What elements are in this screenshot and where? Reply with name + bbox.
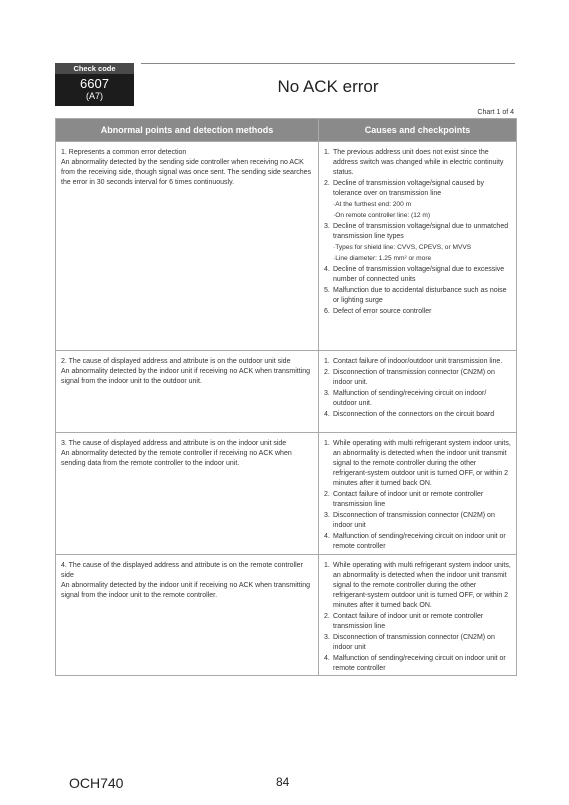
cause-number: 4. [324,533,330,540]
table-row [56,555,517,676]
cause-main-text: Disconnection of transmission connector (CN2M) on indoor unit [333,512,495,529]
cause-text [333,561,511,611]
cause-item [324,357,511,367]
cause-text [333,368,511,388]
cause-text [333,654,511,674]
cause-item [324,561,511,611]
cause-item [324,389,511,409]
cause-text [333,633,511,653]
cause-text [333,179,511,199]
check-code-label: Check code [55,63,134,74]
cause-text [333,511,511,531]
abnormal-point-cell [56,351,319,433]
cause-number: 2. [324,180,330,187]
abnormal-point-cell [56,555,319,676]
causes-cell [319,351,517,433]
cause-sub-item: ·At the furthest end: 200 m [333,201,412,208]
page-title: No ACK error [277,77,379,96]
cause-number: 2. [324,491,330,498]
abnormal-point-description: An abnormality detected by the sending side controller when receiving no ACK from the receiving side, though signal was once sent. The sending side searches the error in 30 seconds interval for 6 times continuously. [61,159,312,186]
cause-item [324,179,511,199]
cause-main-text: Decline of transmission voltage/signal due to unmatched transmission line types [333,223,509,240]
cause-text [333,410,511,420]
abnormal-point-heading: 2. The cause of displayed address and attribute is on the outdoor unit side [61,358,291,365]
cause-sub-item: ·Types for shield line: CVVS, CPEVS, or MVVS [333,244,472,251]
cause-main-text: Contact failure of indoor/outdoor unit transmission line. [333,358,503,365]
cause-text [333,265,511,285]
cause-item [324,633,511,653]
cause-main-text: While operating with multi refrigerant system indoor units, an abnormality is detected when the indoor unit transmit signal to the remote controller during the other refrigerant-system outdoor unit is turned OFF, or within 2 minutes after it turned back ON. [333,562,511,609]
cause-text [333,490,511,510]
cause-main-text: Malfunction of sending/receiving circuit on indoor unit or remote controller [333,655,506,672]
cause-text [333,307,511,317]
check-code-number: 6607 [80,76,109,91]
cause-main-text: The previous address unit does not exist since the address switch was changed while in electric continuity status. [333,149,504,176]
abnormal-point-cell [56,142,319,351]
cause-number: 3. [324,634,330,641]
cause-item [324,410,511,420]
cause-item [324,532,511,552]
cause-main-text: Defect of error source controller [333,308,432,315]
abnormal-point-heading: 3. The cause of displayed address and attribute is on the indoor unit side [61,440,287,447]
table-body [56,142,517,676]
cause-main-text: Decline of transmission voltage/signal due to excessive number of connected units [333,266,505,283]
cause-text [333,532,511,552]
cause-item [324,612,511,632]
cause-main-text: Contact failure of indoor unit or remote controller transmission line [333,491,484,508]
cause-main-text: Decline of transmission voltage/signal caused by tolerance over on transmission line [333,180,484,197]
cause-number: 3. [324,390,330,397]
cause-item [324,511,511,531]
cause-text [333,222,511,242]
abnormal-point-cell [56,433,319,555]
table-row [56,142,517,351]
cause-number: 5. [324,287,330,294]
cause-number: 1. [324,149,330,156]
abnormal-point-heading: 4. The cause of the displayed address and attribute is on the remote controller side [61,562,303,579]
cause-number: 2. [324,369,330,376]
cause-item [324,222,511,242]
header-causes: Causes and checkpoints [319,119,517,142]
cause-number: 1. [324,440,330,447]
cause-number: 6. [324,308,330,315]
cause-number: 2. [324,613,330,620]
header-abnormal-points: Abnormal points and detection methods [56,119,319,142]
footer-page-number: 84 [276,775,290,789]
cause-main-text: While operating with multi refrigerant system indoor units, an abnormality is detected when the indoor unit transmit signal to the remote controller during the other refrigerant-system outdoor unit is turned OFF, or within 2 minutes after it turned back ON. [333,440,511,487]
cause-main-text: Malfunction due to accidental disturbance such as noise or lighting surge [333,287,507,304]
cause-text [333,389,511,409]
causes-list [324,561,511,674]
table-row [56,433,517,555]
chart-page-indicator: Chart 1 of 4 [477,109,514,116]
cause-number: 4. [324,655,330,662]
cause-sub-item: ·Line diameter: 1.25 mm² or more [333,255,432,262]
cause-number: 4. [324,411,330,418]
causes-list [324,439,511,552]
cause-main-text: Malfunction of sending/receiving circuit on indoor unit or remote controller [333,533,506,550]
cause-text [333,612,511,632]
cause-main-text: Malfunction of sending/receiving circuit on indoor/ outdoor unit. [333,390,487,407]
abnormal-point-description: An abnormality detected by the remote controller if receiving no ACK when sending data from the remote controller to the indoor unit. [61,450,292,467]
abnormal-point-heading: 1. Represents a common error detection [61,149,187,156]
check-code-box [55,63,134,106]
abnormal-point-description: An abnormality detected by the indoor unit if receiving no ACK when transmitting signal from the indoor unit to the outdoor unit. [61,368,311,385]
cause-text [333,357,511,367]
cause-item [324,490,511,510]
causes-cell [319,555,517,676]
cause-item [324,286,511,306]
table-row [56,351,517,433]
cause-item [324,148,511,178]
cause-main-text: Disconnection of transmission connector (CN2M) on indoor unit. [333,369,495,386]
check-code-value-box [55,74,134,106]
cause-item [324,368,511,388]
check-code-sub: (A7) [85,91,103,101]
cause-number: 3. [324,512,330,519]
cause-item [324,307,511,317]
footer-model: OCH740 [69,775,124,791]
causes-cell [319,433,517,555]
cause-text [333,286,511,306]
abnormal-point-description: An abnormality detected by the indoor unit if receiving no ACK when transmitting signal from the indoor unit to the remote controller. [61,582,311,599]
cause-number: 1. [324,562,330,569]
causes-cell [319,142,517,351]
causes-list [324,148,511,317]
cause-main-text: Disconnection of transmission connector (CN2M) on indoor unit [333,634,495,651]
cause-text [333,439,511,489]
title-divider [141,63,515,64]
cause-item [324,265,511,285]
causes-list [324,357,511,420]
cause-main-text: Contact failure of indoor unit or remote controller transmission line [333,613,484,630]
cause-item [324,654,511,674]
cause-sub-item: ·On remote controller line: (12 m) [333,212,431,219]
cause-number: 1. [324,358,330,365]
cause-number: 4. [324,266,330,273]
table-header-row [56,119,517,142]
error-table [55,118,517,676]
cause-item [324,439,511,489]
cause-main-text: Disconnection of the connectors on the circuit board [333,411,495,418]
cause-number: 3. [324,223,330,230]
cause-text [333,148,511,178]
